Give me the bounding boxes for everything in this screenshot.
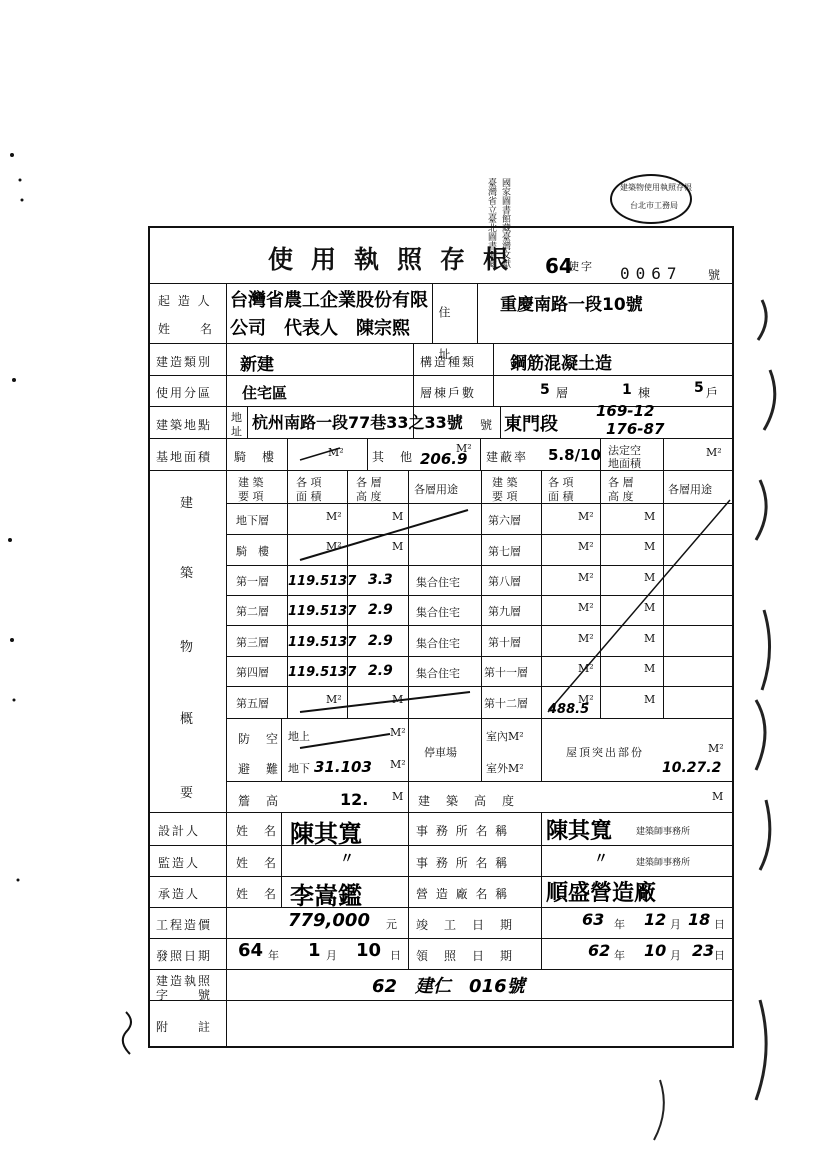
builder-label-bottom: 姓 名 [158, 322, 215, 336]
site-address: 杭州南路一段77巷33之33號 [252, 413, 463, 432]
hdr-item-2: 要 項 [238, 490, 264, 503]
floor-name: 第九層 [488, 605, 521, 618]
hdr-height-1: 各 層 [356, 476, 382, 489]
form-title: 使用執照存根 [268, 245, 527, 274]
m2-unit: M² [578, 632, 594, 645]
stamp-col1: 臺灣省立臺北圖書館藏 [486, 178, 496, 268]
m-unit: M [644, 693, 656, 706]
floor-name: 第四層 [236, 666, 269, 679]
license-number: 0067 [620, 264, 683, 283]
m2-unit: M² [578, 601, 594, 614]
bldg-side-1: 建 [180, 496, 196, 511]
parking-indoor: 室內M² [486, 730, 524, 743]
site-lot-label: 號 [480, 418, 495, 432]
floors-value: 5 [540, 382, 550, 398]
receive-day-unit: 日 [714, 949, 725, 962]
contractor-office: 順盛營造廠 [546, 881, 657, 906]
floor-name: 第二層 [236, 605, 269, 618]
notes-label: 附 註 [156, 1020, 213, 1034]
floors-unit: 層 [556, 386, 571, 400]
permit-value: 62 建仁 016號 [372, 976, 525, 997]
m2-unit: M² [578, 510, 594, 523]
site-section: 東門段 [504, 414, 558, 435]
other-unit: M² [456, 442, 472, 455]
m2-unit: M² [326, 693, 342, 706]
bldg-value: 1 [622, 382, 632, 398]
shelter-above-unit: M² [390, 726, 406, 739]
m-unit: M [392, 540, 404, 553]
m-unit: M [644, 510, 656, 523]
parking-label: 停車場 [424, 746, 457, 759]
bldg-side-4: 概 [180, 712, 196, 727]
completion-month-unit: 月 [670, 918, 681, 931]
legal-unit: M² [706, 446, 722, 459]
zone-label: 使用分區 [156, 386, 213, 400]
m2-unit: M² [326, 510, 342, 523]
m-unit: M [644, 601, 656, 614]
supervisor-office-label: 事 務 所 名 稱 [416, 856, 510, 870]
shelter-above: 地上 [288, 730, 310, 743]
site-lot-1: 169-12 [596, 402, 655, 420]
floor-use: 集合住宅 [416, 606, 460, 619]
permit-label-1: 建造執照 [156, 974, 213, 988]
other-label: 其 他 [372, 450, 415, 464]
legal-label-1: 法定空 [608, 444, 641, 457]
floor-height: 2.9 [368, 633, 393, 649]
supervisor-label: 監造人 [158, 856, 201, 870]
floor-area: 119.5137 [288, 604, 357, 619]
floor-use: 集合住宅 [416, 637, 460, 650]
shelter-label-2: 避 難 [238, 762, 281, 776]
m2-unit: M² [326, 540, 342, 553]
receive-label: 領 照 日 期 [416, 949, 515, 963]
builder-address: 重慶南路一段10號 [500, 295, 643, 315]
area-label: 基地面積 [156, 450, 213, 464]
completion-day: 18 [688, 910, 711, 929]
ratio-value: 5.8/10 [548, 446, 601, 464]
designer-label: 設計人 [158, 824, 201, 838]
m2-unit: M² [578, 662, 594, 675]
stamp-oval-left: 建築物使用執照存根 [620, 183, 692, 192]
parking-outdoor: 室外M² [486, 762, 524, 775]
address-label: 住 址 [437, 306, 451, 362]
other-value: 206.9 [420, 450, 468, 468]
completion-month: 12 [644, 910, 667, 929]
designer-name-label: 姓 名 [236, 824, 279, 838]
floor-height: 3.3 [368, 572, 393, 588]
floor-name: 第十層 [488, 636, 521, 649]
hdr-area-2: 面 積 [296, 490, 322, 503]
cost-unit: 元 [386, 918, 397, 931]
units-unit: 戶 [706, 386, 721, 400]
contractor-label: 承造人 [158, 887, 201, 901]
m2-unit: M² [578, 571, 594, 584]
hdr-item-1-r: 建 築 [492, 476, 518, 489]
bldg-height-unit: M [712, 790, 724, 803]
m-unit: M [644, 632, 656, 645]
builder-name-line1: 台灣省農工企業股份有限 [230, 290, 428, 311]
hdr-area-2-r: 面 積 [548, 490, 574, 503]
m-unit: M [644, 662, 656, 675]
hdr-area-1: 各 項 [296, 476, 322, 489]
roof-value: 10.27.2 [662, 760, 722, 776]
issue-label: 發照日期 [156, 949, 213, 963]
issue-year: 64 [238, 940, 264, 961]
arcade-label: 騎 樓 [234, 450, 277, 464]
builder-name-line2: 公司 代表人 陳宗熙 [230, 318, 410, 339]
license-hao: 號 [708, 268, 723, 282]
issue-year-unit: 年 [268, 949, 279, 962]
units-value: 5 [694, 380, 704, 396]
m2-unit: M² [578, 693, 594, 706]
floor-name: 第七層 [488, 545, 521, 558]
bldg-unit: 棟 [638, 386, 653, 400]
eave-unit: M [392, 790, 404, 803]
floor-name: 地下層 [236, 514, 269, 527]
floor-area: 119.5137 [288, 574, 357, 589]
floor-name: 第三層 [236, 636, 269, 649]
shelter-below-unit: M² [390, 758, 406, 771]
roof-label: 屋頂突出部份 [566, 746, 644, 759]
completion-day-unit: 日 [714, 918, 725, 931]
hdr-height-2: 高 度 [356, 490, 382, 503]
m-unit: M [644, 540, 656, 553]
contractor-name: 李嵩鑑 [290, 882, 362, 910]
hdr-height-2-r: 高 度 [608, 490, 634, 503]
issue-day-unit: 日 [390, 949, 401, 962]
hdr-use-r: 各層用途 [668, 483, 712, 496]
hdr-item-1: 建 築 [238, 476, 264, 489]
arcade-unit: M² [328, 446, 344, 459]
floor-height: 2.9 [368, 663, 393, 679]
hdr-height-1-r: 各 層 [608, 476, 634, 489]
designer-office-label: 事 務 所 名 稱 [416, 824, 510, 838]
receive-day: 23 [692, 941, 715, 960]
eave-value: 12. [340, 790, 369, 809]
m-unit: M [392, 693, 404, 706]
eave-label: 簷 高 [238, 794, 281, 808]
floor-name: 第十二層 [484, 697, 528, 710]
issue-day: 10 [356, 940, 382, 961]
license-year: 64 [545, 254, 573, 278]
bldg-height-label: 建 築 高 度 [418, 794, 517, 808]
license-zi: 使字 [568, 260, 594, 273]
contractor-office-label: 營 造 廠 名 稱 [416, 887, 510, 901]
shelter-below: 地下 [288, 762, 310, 775]
shelter-below-value: 31.103 [314, 758, 372, 776]
issue-month: 1 [308, 940, 321, 961]
cost-label: 工程造價 [156, 918, 213, 932]
stamp-col2: 國家圖書館藏臺灣文獻 [500, 178, 510, 268]
shelter-label-1: 防 空 [238, 732, 281, 746]
structure-label: 構造種類 [420, 355, 477, 369]
receive-month-unit: 月 [670, 949, 681, 962]
completion-year-unit: 年 [614, 918, 625, 931]
builder-label-top: 起 造 人 [158, 294, 212, 308]
hdr-item-2-r: 要 項 [492, 490, 518, 503]
structure-value: 鋼筋混凝土造 [510, 354, 612, 374]
m-unit: M [644, 571, 656, 584]
receive-year-unit: 年 [614, 949, 625, 962]
completion-label: 竣 工 日 期 [416, 918, 515, 932]
site-addr-bottom: 址 [231, 425, 242, 438]
supervisor-name: 〃 [340, 851, 354, 867]
floor-area: 119.5137 [288, 635, 357, 650]
roof-unit: M² [708, 742, 724, 755]
bldg-side-3: 物 [180, 640, 196, 655]
floor-height: 2.9 [368, 602, 393, 618]
designer-office-suffix: 建築師事務所 [636, 827, 691, 837]
m-unit: M [392, 510, 404, 523]
cost-value: 779,000 [288, 910, 370, 931]
supervisor-office-suffix: 建築師事務所 [636, 858, 691, 868]
bldg-side-2: 築 [180, 566, 196, 581]
site-label: 建築地點 [156, 418, 213, 432]
site-lot-2: 176-87 [606, 420, 665, 438]
completion-year: 63 [582, 910, 605, 929]
total-area: 488.5 [548, 702, 590, 717]
floor-name: 騎 樓 [236, 545, 269, 558]
supervisor-office: 〃 [594, 851, 608, 867]
issue-month-unit: 月 [326, 949, 337, 962]
floor-use: 集合住宅 [416, 576, 460, 589]
site-addr-top: 地 [231, 411, 242, 424]
zone-value: 住宅區 [242, 384, 288, 402]
floors-label: 層棟戶數 [420, 386, 477, 400]
floor-name: 第五層 [236, 697, 269, 710]
floor-use: 集合住宅 [416, 667, 460, 680]
legal-label-2: 地面積 [608, 457, 641, 470]
designer-office: 陳其寬 [546, 819, 613, 844]
floor-name: 第六層 [488, 514, 521, 527]
bldg-side-5: 要 [180, 786, 196, 801]
category-label: 建造類別 [156, 355, 213, 369]
hdr-use: 各層用途 [414, 483, 458, 496]
supervisor-name-label: 姓 名 [236, 856, 279, 870]
ratio-label: 建蔽率 [486, 450, 529, 464]
hdr-area-1-r: 各 項 [548, 476, 574, 489]
contractor-name-label: 姓 名 [236, 887, 279, 901]
floor-name: 第一層 [236, 575, 269, 588]
m2-unit: M² [578, 540, 594, 553]
designer-name: 陳其寬 [290, 820, 362, 848]
receive-month: 10 [644, 941, 667, 960]
stamp-oval-right: 台北市工務局 [630, 201, 678, 210]
permit-label-2: 字 號 [156, 988, 213, 1002]
floor-name: 第十一層 [484, 666, 528, 679]
category-value: 新建 [240, 355, 274, 375]
floor-name: 第八層 [488, 575, 521, 588]
receive-year: 62 [588, 941, 611, 960]
floor-area: 119.5137 [288, 665, 357, 680]
